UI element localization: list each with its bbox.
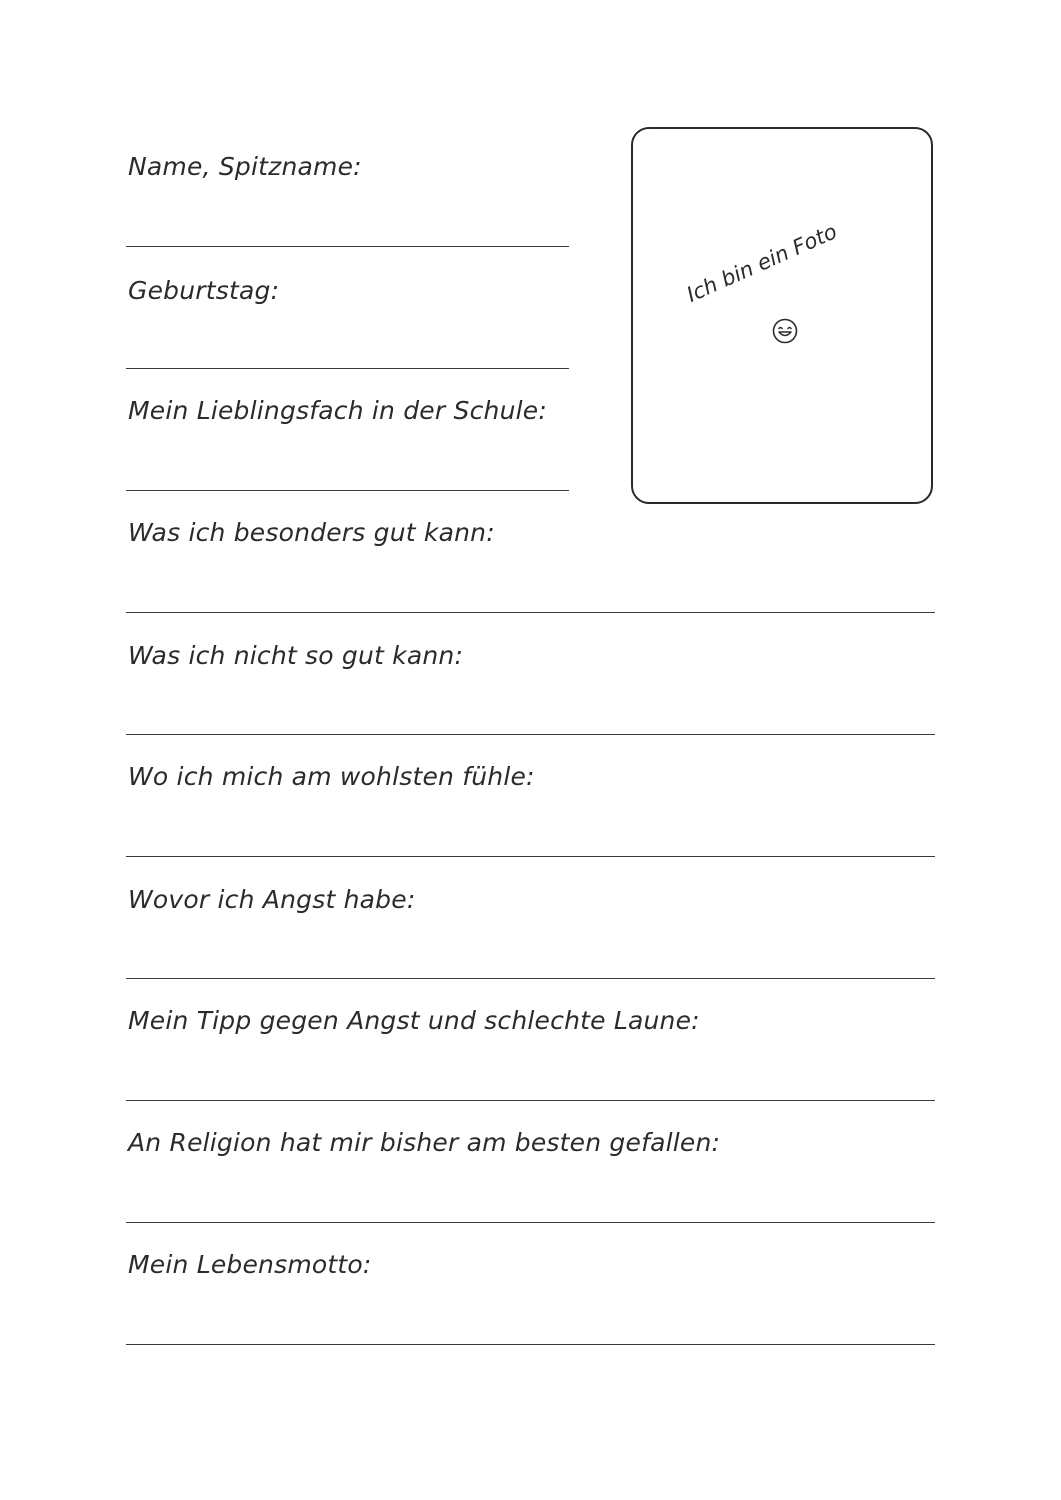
field-label: Mein Tipp gegen Angst und schlechte Laune: (128, 1006, 700, 1035)
answer-line-name[interactable] (126, 246, 569, 247)
answer-line-religion[interactable] (126, 1222, 935, 1223)
field-label: An Religion hat mir bisher am besten gefallen: (128, 1128, 721, 1157)
smiley-icon (772, 318, 798, 344)
answer-line-strengths[interactable] (126, 612, 935, 613)
field-label: Was ich nicht so gut kann: (128, 641, 464, 670)
answer-line-fears[interactable] (126, 978, 935, 979)
photo-frame[interactable] (631, 127, 933, 504)
field-label: Geburtstag: (128, 276, 280, 305)
answer-line-comfort-place[interactable] (126, 856, 935, 857)
field-label: Wovor ich Angst habe: (128, 885, 416, 914)
field-label: Mein Lebensmotto: (128, 1250, 372, 1279)
answer-line-birthday[interactable] (126, 368, 569, 369)
field-label: Mein Lieblingsfach in der Schule: (128, 396, 547, 425)
answer-line-motto[interactable] (126, 1344, 935, 1345)
answer-line-tip[interactable] (126, 1100, 935, 1101)
field-label: Name, Spitzname: (128, 152, 362, 181)
answer-line-weaknesses[interactable] (126, 734, 935, 735)
field-label: Was ich besonders gut kann: (128, 518, 495, 547)
field-label: Wo ich mich am wohlsten fühle: (128, 762, 535, 791)
answer-line-favorite-subject[interactable] (126, 490, 569, 491)
photo-placeholder-text: Ich bin ein Foto (683, 219, 841, 307)
